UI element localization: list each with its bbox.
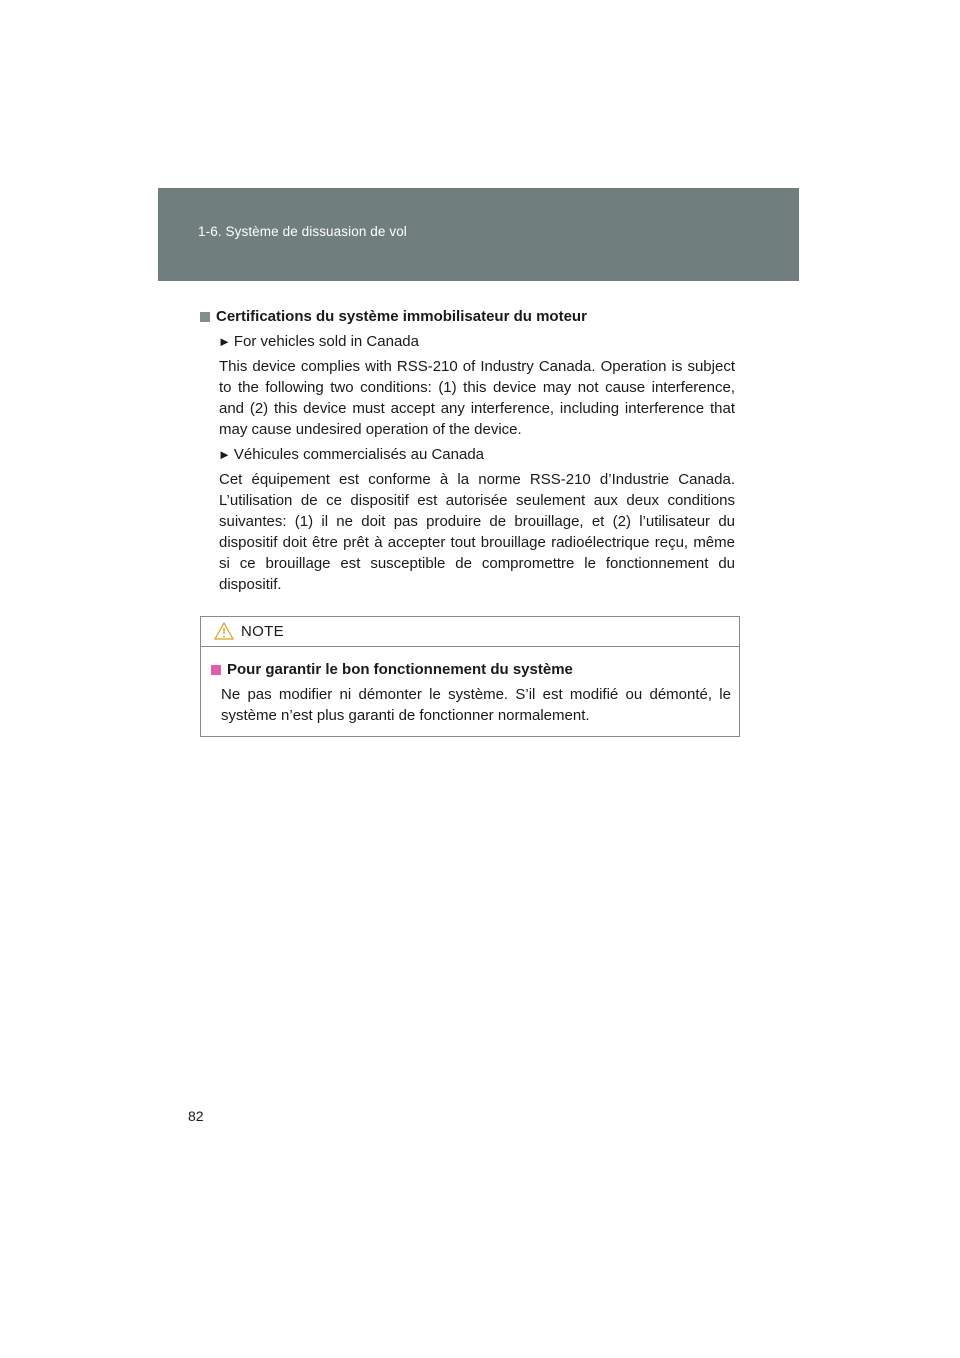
section-heading-text: Certifications du système immobilisateur du moteur — [216, 308, 587, 325]
header-band — [158, 188, 799, 281]
square-bullet-icon — [211, 665, 221, 675]
section-heading — [200, 306, 735, 327]
note-body — [201, 647, 739, 726]
paragraph-en: This device complies with RSS-210 of Industry Canada. Operation is subject to the following two conditions: (1) this device may not cause interference, and (2) this device must accept any interference, including interference that may cause undesired operation of the device. — [219, 358, 735, 438]
bullet-item-fr — [218, 444, 735, 465]
right-triangle-icon: ► — [218, 334, 231, 349]
note-box — [200, 616, 740, 737]
paragraph-fr: Cet équipement est conforme à la norme RSS-210 d’Industrie Canada. L’utilisation de ce dispositif est autorisée seulement aux deux conditions suivantes: (1) il ne doit pas produire de brouillage, et (2) l’utilisateur du dispositif doit être prêt à accepter tout brouillage radioélectrique reçu, même si ce brouillage est susceptible de compromettre le fonctionnement du dispositif. — [219, 471, 735, 593]
main-content — [200, 306, 735, 599]
bullet-item-en — [218, 331, 735, 352]
warning-triangle-icon — [214, 622, 234, 646]
square-bullet-icon — [200, 312, 210, 322]
section-title: 1-6. Système de dissuasion de vol — [198, 224, 407, 239]
note-heading — [211, 659, 731, 680]
bullet-text-fr: Véhicules commercialisés au Canada — [233, 446, 484, 463]
note-heading-text: Pour garantir le bon fonctionnement du système — [227, 661, 573, 678]
note-header — [201, 617, 739, 647]
note-title: NOTE — [241, 623, 284, 640]
note-text: Ne pas modifier ni démonter le système. S’il est modifié ou démonté, le système n’est plus garanti de fonctionner normalement. — [221, 686, 731, 724]
bullet-text-en: For vehicles sold in Canada — [233, 333, 419, 350]
page-number: 82 — [188, 1108, 204, 1124]
right-triangle-icon: ► — [218, 447, 231, 462]
